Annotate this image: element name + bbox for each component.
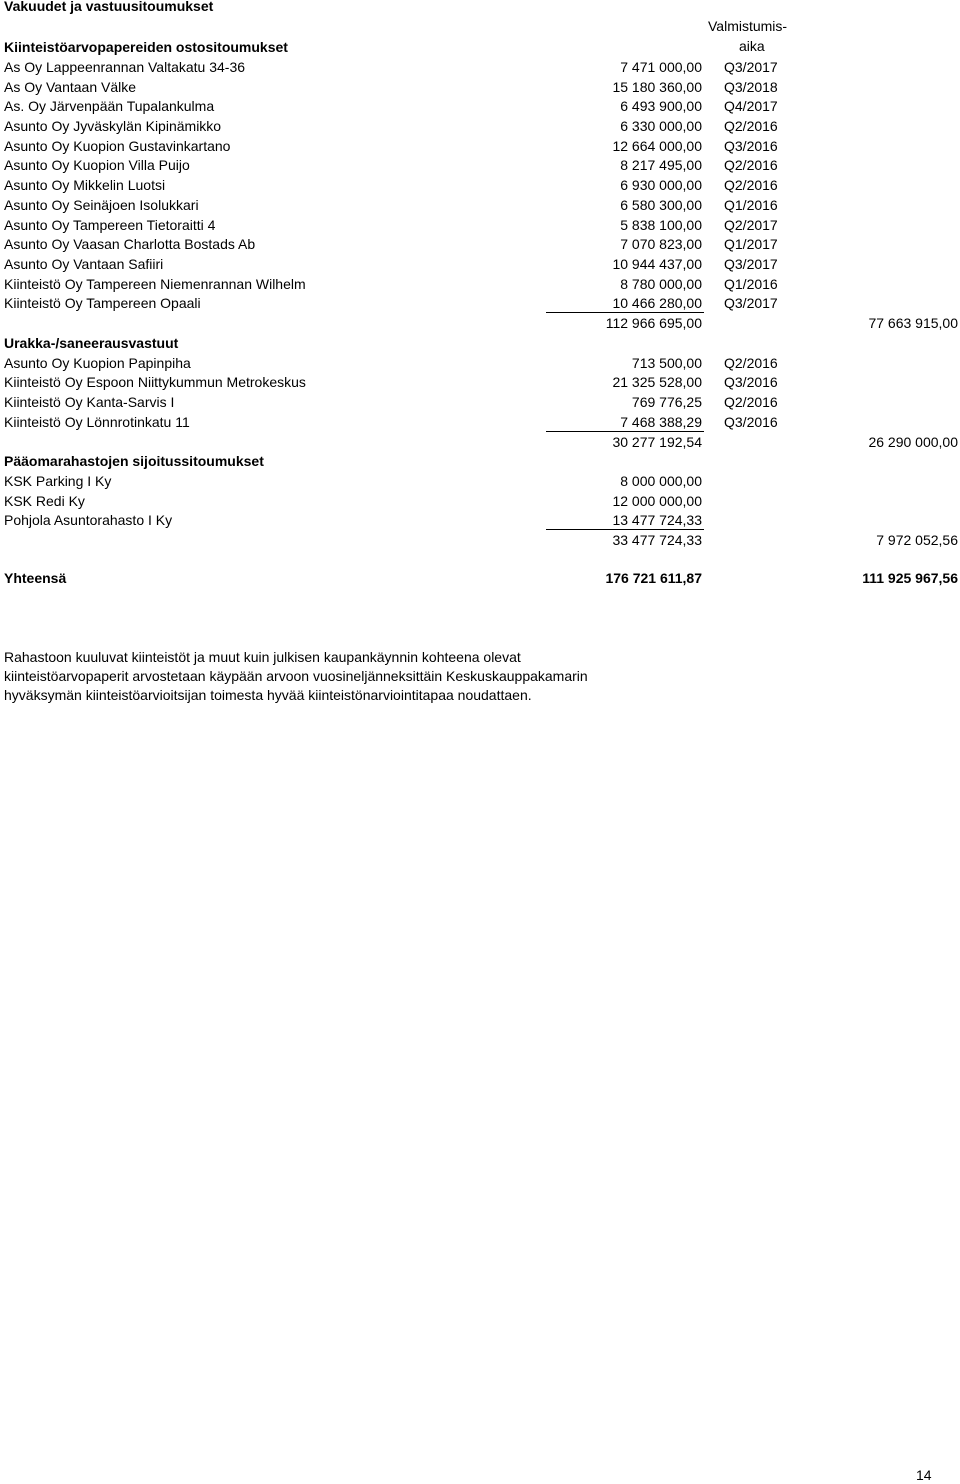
- page-title: Vakuudet ja vastuusitoumukset: [4, 0, 214, 14]
- row-date: Q2/2016: [724, 177, 778, 193]
- row-amount: 15 180 360,00: [612, 79, 702, 95]
- footnote-line: Rahastoon kuuluvat kiinteistöt ja muut kuin julkisen kaupankäynnin kohteena olevat: [4, 649, 521, 665]
- row-name: Asunto Oy Seinäjoen Isolukkari: [4, 197, 199, 213]
- row-date: Q3/2016: [724, 374, 778, 390]
- row-name: As. Oy Järvenpään Tupalankulma: [4, 98, 215, 114]
- row-date: Q2/2016: [724, 157, 778, 173]
- row-amount: 10 944 437,00: [612, 256, 702, 272]
- row-amount: 8 217 495,00: [620, 157, 702, 173]
- row-date: Q3/2017: [724, 295, 778, 311]
- row-amount: 6 930 000,00: [620, 177, 702, 193]
- row-name: KSK Redi Ky: [4, 493, 85, 509]
- row-amount: 7 471 000,00: [620, 59, 702, 75]
- row-date: Q3/2018: [724, 79, 778, 95]
- row-amount: 769 776,25: [631, 394, 702, 410]
- subtotal-rule: [546, 529, 704, 530]
- row-amount: 8 000 000,00: [620, 473, 702, 489]
- row-name: Asunto Oy Vantaan Safiiri: [4, 256, 164, 272]
- grand-total-amount: 176 721 611,87: [605, 570, 702, 586]
- subtotal-rule: [546, 312, 704, 313]
- row-name: Kiinteistö Oy Tampereen Niemenrannan Wilhelm: [4, 276, 306, 292]
- section-title: Urakka-/saneerausvastuut: [4, 335, 179, 351]
- footnote-line: kiinteistöarvopaperit arvostetaan käypään arvoon vuosineljänneksittäin Keskuskauppakamarin: [4, 668, 588, 684]
- subtotal-right-amount: 26 290 000,00: [868, 434, 958, 450]
- page-number: 14: [916, 1467, 932, 1483]
- row-amount: 6 330 000,00: [620, 118, 702, 134]
- row-amount: 12 664 000,00: [612, 138, 702, 154]
- subtotal-right-amount: 7 972 052,56: [876, 532, 958, 548]
- row-name: Asunto Oy Jyväskylän Kipinämikko: [4, 118, 222, 134]
- row-date: Q2/2016: [724, 355, 778, 371]
- row-name: Pohjola Asuntorahasto I Ky: [4, 512, 173, 528]
- subtotal-right-amount: 77 663 915,00: [868, 315, 958, 331]
- row-amount: 7 468 388,29: [620, 414, 702, 430]
- row-date: Q2/2017: [724, 217, 778, 233]
- row-date: Q3/2017: [724, 256, 778, 272]
- row-amount: 10 466 280,00: [612, 295, 702, 311]
- row-date: Q3/2016: [724, 414, 778, 430]
- row-date: Q3/2016: [724, 138, 778, 154]
- subtotal-amount: 30 277 192,54: [612, 434, 702, 450]
- grand-total-label: Yhteensä: [4, 570, 67, 586]
- section-title: Kiinteistöarvopapereiden ostositoumukset: [4, 39, 288, 55]
- row-date: Q2/2016: [724, 394, 778, 410]
- row-amount: 21 325 528,00: [612, 374, 702, 390]
- row-name: As Oy Vantaan Välke: [4, 79, 137, 95]
- subtotal-amount: 33 477 724,33: [612, 532, 702, 548]
- section-title: Pääomarahastojen sijoitussitoumukset: [4, 453, 264, 469]
- row-name: Kiinteistö Oy Espoon Niittykummun Metrokeskus: [4, 374, 306, 390]
- row-name: As Oy Lappeenrannan Valtakatu 34-36: [4, 59, 246, 75]
- column-header-line2: aika: [739, 38, 765, 54]
- row-date: Q1/2016: [724, 197, 778, 213]
- grand-total-right-amount: 111 925 967,56: [862, 570, 958, 586]
- row-date: Q2/2016: [724, 118, 778, 134]
- row-name: Kiinteistö Oy Tampereen Opaali: [4, 295, 201, 311]
- footnote-line: hyväksymän kiinteistöarvioitsijan toimesta hyvää kiinteistönarviointitapaa noudattaen.: [4, 687, 532, 703]
- row-amount: 713 500,00: [631, 355, 702, 371]
- row-name: KSK Parking I Ky: [4, 473, 112, 489]
- row-name: Asunto Oy Mikkelin Luotsi: [4, 177, 166, 193]
- row-name: Asunto Oy Tampereen Tietoraitti 4: [4, 217, 216, 233]
- row-date: Q3/2017: [724, 59, 778, 75]
- row-date: Q1/2016: [724, 276, 778, 292]
- row-amount: 12 000 000,00: [612, 493, 702, 509]
- row-name: Kiinteistö Oy Lönnrotinkatu 11: [4, 414, 190, 430]
- row-amount: 13 477 724,33: [612, 512, 702, 528]
- row-name: Asunto Oy Kuopion Papinpiha: [4, 355, 191, 371]
- row-amount: 8 780 000,00: [620, 276, 702, 292]
- row-name: Asunto Oy Kuopion Gustavinkartano: [4, 138, 231, 154]
- subtotal-amount: 112 966 695,00: [605, 315, 702, 331]
- subtotal-rule: [546, 431, 704, 432]
- row-date: Q4/2017: [724, 98, 778, 114]
- row-amount: 6 580 300,00: [620, 197, 702, 213]
- row-date: Q1/2017: [724, 236, 778, 252]
- row-name: Asunto Oy Kuopion Villa Puijo: [4, 157, 190, 173]
- row-amount: 7 070 823,00: [620, 236, 702, 252]
- column-header-line1: Valmistumis-: [708, 18, 788, 34]
- row-amount: 5 838 100,00: [620, 217, 702, 233]
- row-amount: 6 493 900,00: [620, 98, 702, 114]
- row-name: Kiinteistö Oy Kanta-Sarvis I: [4, 394, 175, 410]
- row-name: Asunto Oy Vaasan Charlotta Bostads Ab: [4, 236, 256, 252]
